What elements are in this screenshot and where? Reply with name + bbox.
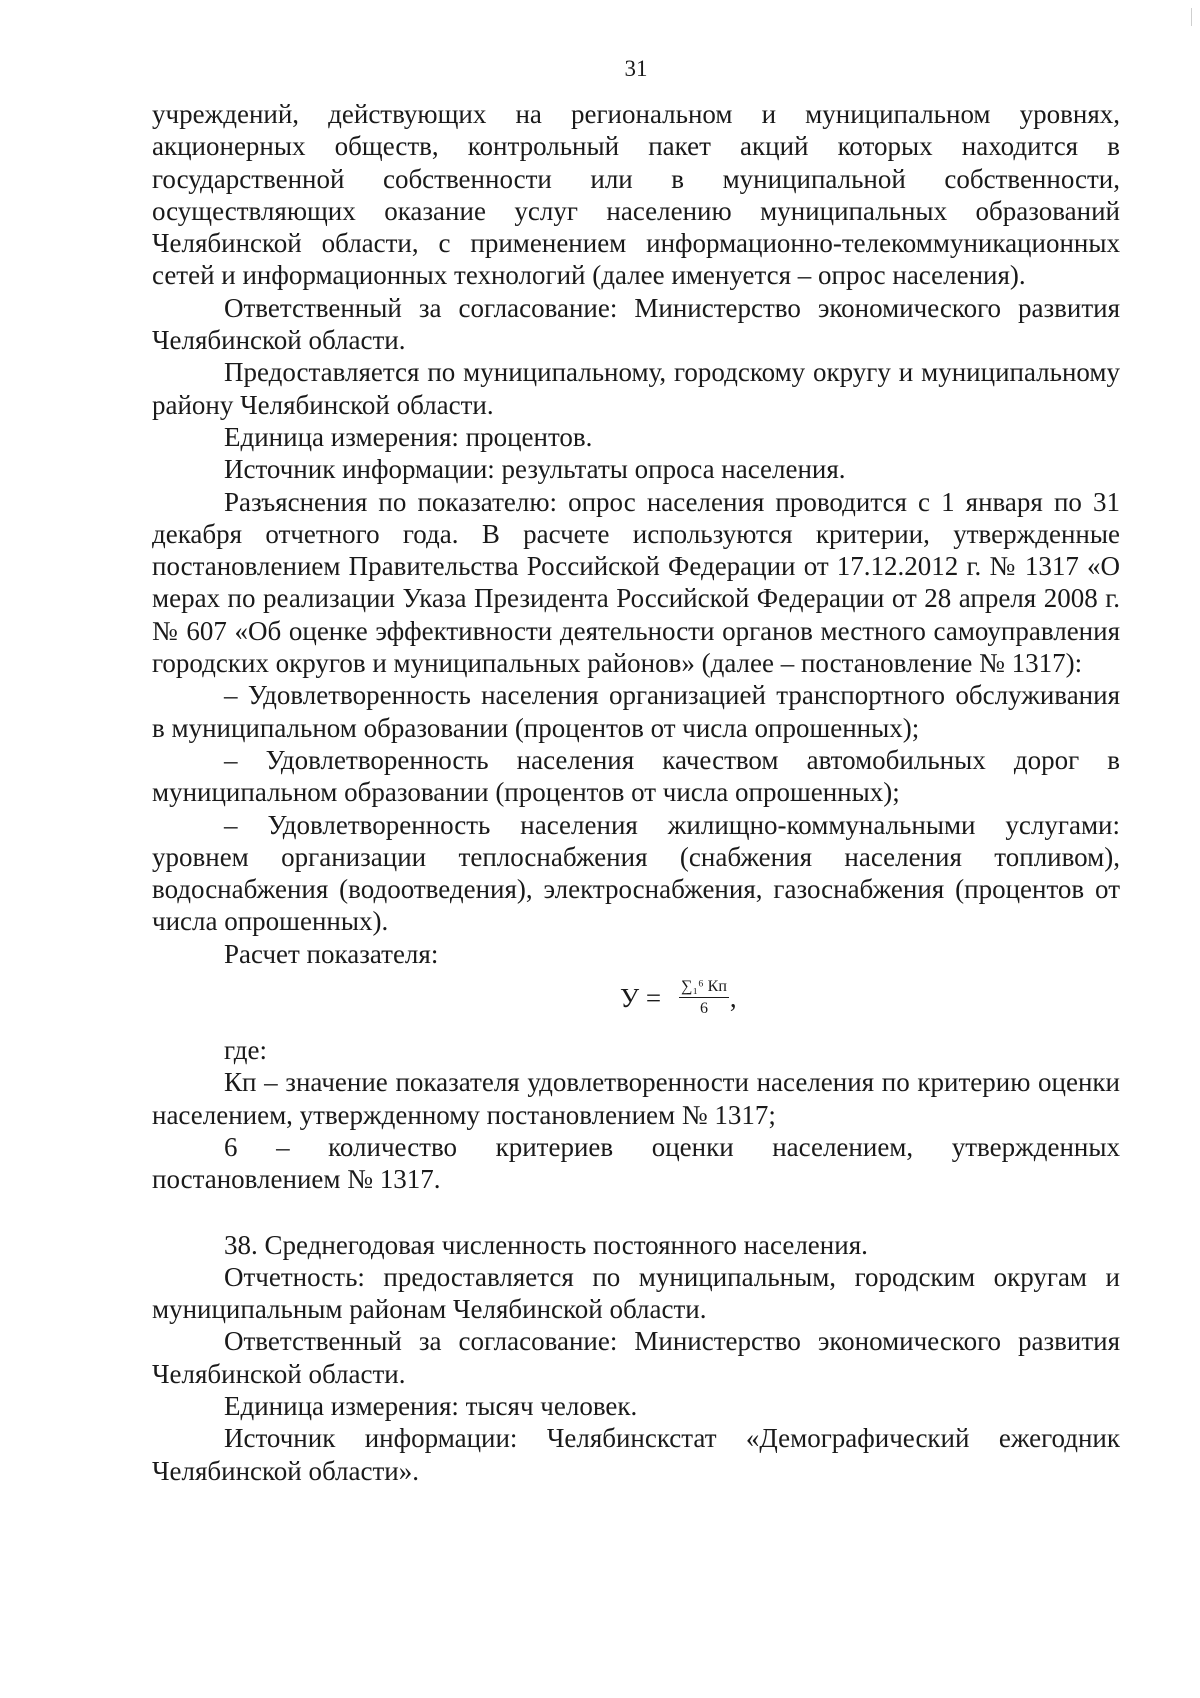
scan-artifact [1191,8,1192,26]
formula-trailing: , [729,982,737,1013]
formula-fraction [679,978,729,1018]
paragraph-continuation: учреждений, действующих на региональном и муниципальном уровнях, акционерных обществ, контрольный пакет акций которых находится в государственной собственности или в муниципальной собственности, осуществляющих оказание услуг населению муниципальных образований Челябинской области, с применением информационно-телекоммуникационных сетей и информационных технологий (далее именуется – опрос населения). [152,99,1120,291]
paragraph-responsible: Ответственный за согласование: Министерство экономического развития Челябинской области. [152,292,1120,356]
paragraph-where: где: [224,1035,267,1066]
paragraph-explanation: Разъяснения по показателю: опрос населения проводится с 1 января по 31 декабря отчетного года. В расчете используются критерии, утвержденные постановлением Правительства Российской Федерации от 17.12.2012 г. № 1317 «О мерах по реализации Указа Президента Российской Федерации от 28 апреля 2008 г. № 607 «Об оценке эффективности деятельности органов местного самоуправления городских округов и муниципальных районов» (далее – постановление № 1317): [152,486,1120,679]
paragraph-provided: Предоставляется по муниципальному, городскому округу и муниципальному району Челябинской области. [152,357,1120,420]
paragraph-calculation: Расчет показателя: [224,938,439,969]
section-38-source: Источник информации: Челябинскстат «Демографический ежегодник Челябинской области». [152,1423,1120,1486]
list-item-utilities: – Удовлетворенность населения жилищно-коммунальными услугами: уровнем организации теплоснабжения (снабжения населения топливом), водоснабжения (водоотведения), электроснабжения, газоснабжения (процентов от числа опрошенных). [152,809,1120,937]
paragraph-unit: Единица измерения: процентов. [224,421,593,452]
paragraph-six-definition: 6 – количество критериев оценки населением, утвержденных постановлением № 1317. [152,1131,1120,1195]
paragraph-source: Источник информации: результаты опроса населения. [224,454,846,485]
formula-row [152,972,1120,1030]
section-38-reporting: Отчетность: предоставляется по муниципальным, городским округам и муниципальным районам Челябинской области. [152,1261,1120,1325]
formula-denominator: 6 [699,1000,708,1018]
page-number: 31 [624,56,648,81]
document-body [152,98,1120,1487]
formula-lhs: У = [620,982,662,1013]
list-item-roads: – Удовлетворенность населения качеством автомобильных дорог в муниципальном образовании (процентов от числа опрошенных); [152,744,1120,808]
paragraph-kp-definition: Кп – значение показателя удовлетворенности населения по критерию оценки населением, утвержденному постановлением № 1317; [152,1067,1120,1130]
section-38-unit: Единица измерения: тысяч человек. [224,1390,638,1421]
formula [620,978,737,1018]
section-spacer [152,1196,1120,1229]
section-38-heading: 38. Среднегодовая численность постоянного населения. [224,1229,868,1260]
section-38-responsible: Ответственный за согласование: Министерство экономического развития Челябинской области. [152,1326,1120,1389]
formula-numerator: ∑₁⁶ Кп [679,978,729,998]
list-item-transport: – Удовлетворенность населения организацией транспортного обслуживания в муниципальном образовании (процентов от числа опрошенных); [152,680,1120,743]
